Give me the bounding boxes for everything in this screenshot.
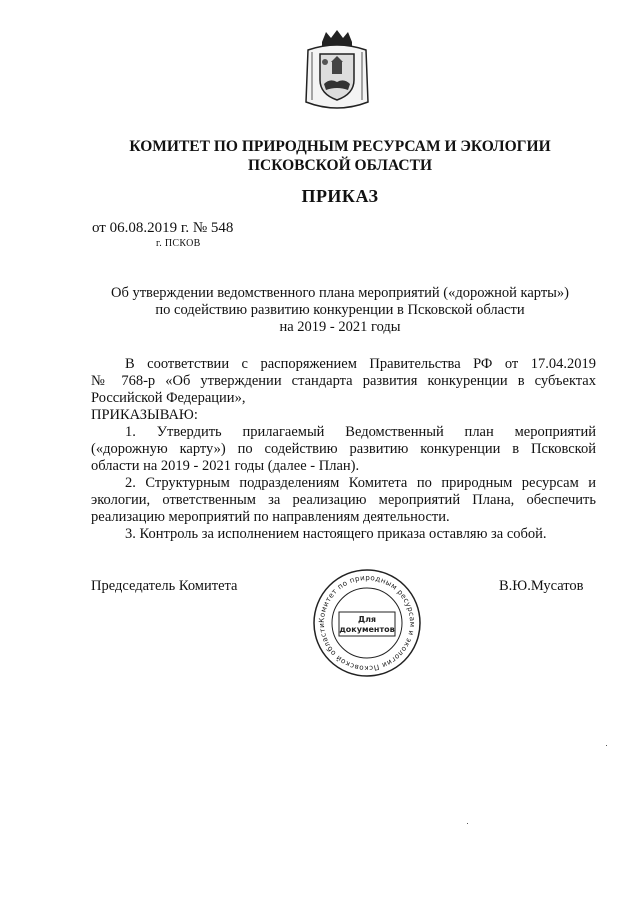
preamble-line1: В соответствии с распоряжением Правительства РФ от 17.04.2019 (125, 356, 596, 372)
item2-line1: 2. Структурным подразделениям Комитета по природным ресурсам и (125, 475, 596, 491)
stamp-center-line1: Для (357, 615, 377, 624)
item2-line2: экологии, ответственным за реализацию мероприятий Плана, обеспечить (91, 492, 596, 508)
item1-line3: области на 2019 - 2021 годы (далее - План). (91, 458, 360, 474)
order-word: ПРИКАЗЫВАЮ: (91, 407, 198, 423)
official-stamp-icon (312, 568, 422, 678)
subject-line2: по содействию развитию конкуренции в Псковской области (155, 302, 525, 318)
item2-line3: реализацию мероприятий по направлениям деятельности. (91, 509, 450, 525)
order-title: ПРИКАЗ (301, 186, 379, 206)
preamble-line2: № 768-р «Об утверждении стандарта развития конкуренции в субъектах (91, 373, 596, 389)
stamp-ring-text: Комитет по природным ресурсам и экологии Псковской области (316, 572, 418, 674)
coat-of-arms-icon (302, 28, 372, 116)
order-city: г. ПСКОВ (156, 238, 201, 249)
scan-speck (467, 823, 468, 824)
preamble-line3: Российской Федерации», (91, 390, 246, 406)
scan-speck (606, 745, 607, 746)
subject-line1: Об утверждении ведомственного плана мероприятий («дорожной карты») (111, 285, 569, 301)
order-date-number: от 06.08.2019 г. № 548 (92, 220, 234, 236)
item1-line1: 1. Утвердить прилагаемый Ведомственный план мероприятий (125, 424, 596, 440)
signatory-position: Председатель Комитета (91, 578, 238, 594)
stamp-center-line2: документов (339, 625, 395, 634)
signatory-name: В.Ю.Мусатов (499, 578, 584, 594)
item1-line2: («дорожную карту») по содействию развитию конкуренции в Псковской (91, 441, 596, 457)
org-name-line2: ПСКОВСКОЙ ОБЛАСТИ (247, 157, 432, 174)
org-name-line1: КОМИТЕТ ПО ПРИРОДНЫМ РЕСУРСАМ И ЭКОЛОГИИ (129, 138, 551, 155)
subject-line3: на 2019 - 2021 годы (279, 319, 401, 335)
item3-line: 3. Контроль за исполнением настоящего приказа оставляю за собой. (125, 526, 547, 542)
